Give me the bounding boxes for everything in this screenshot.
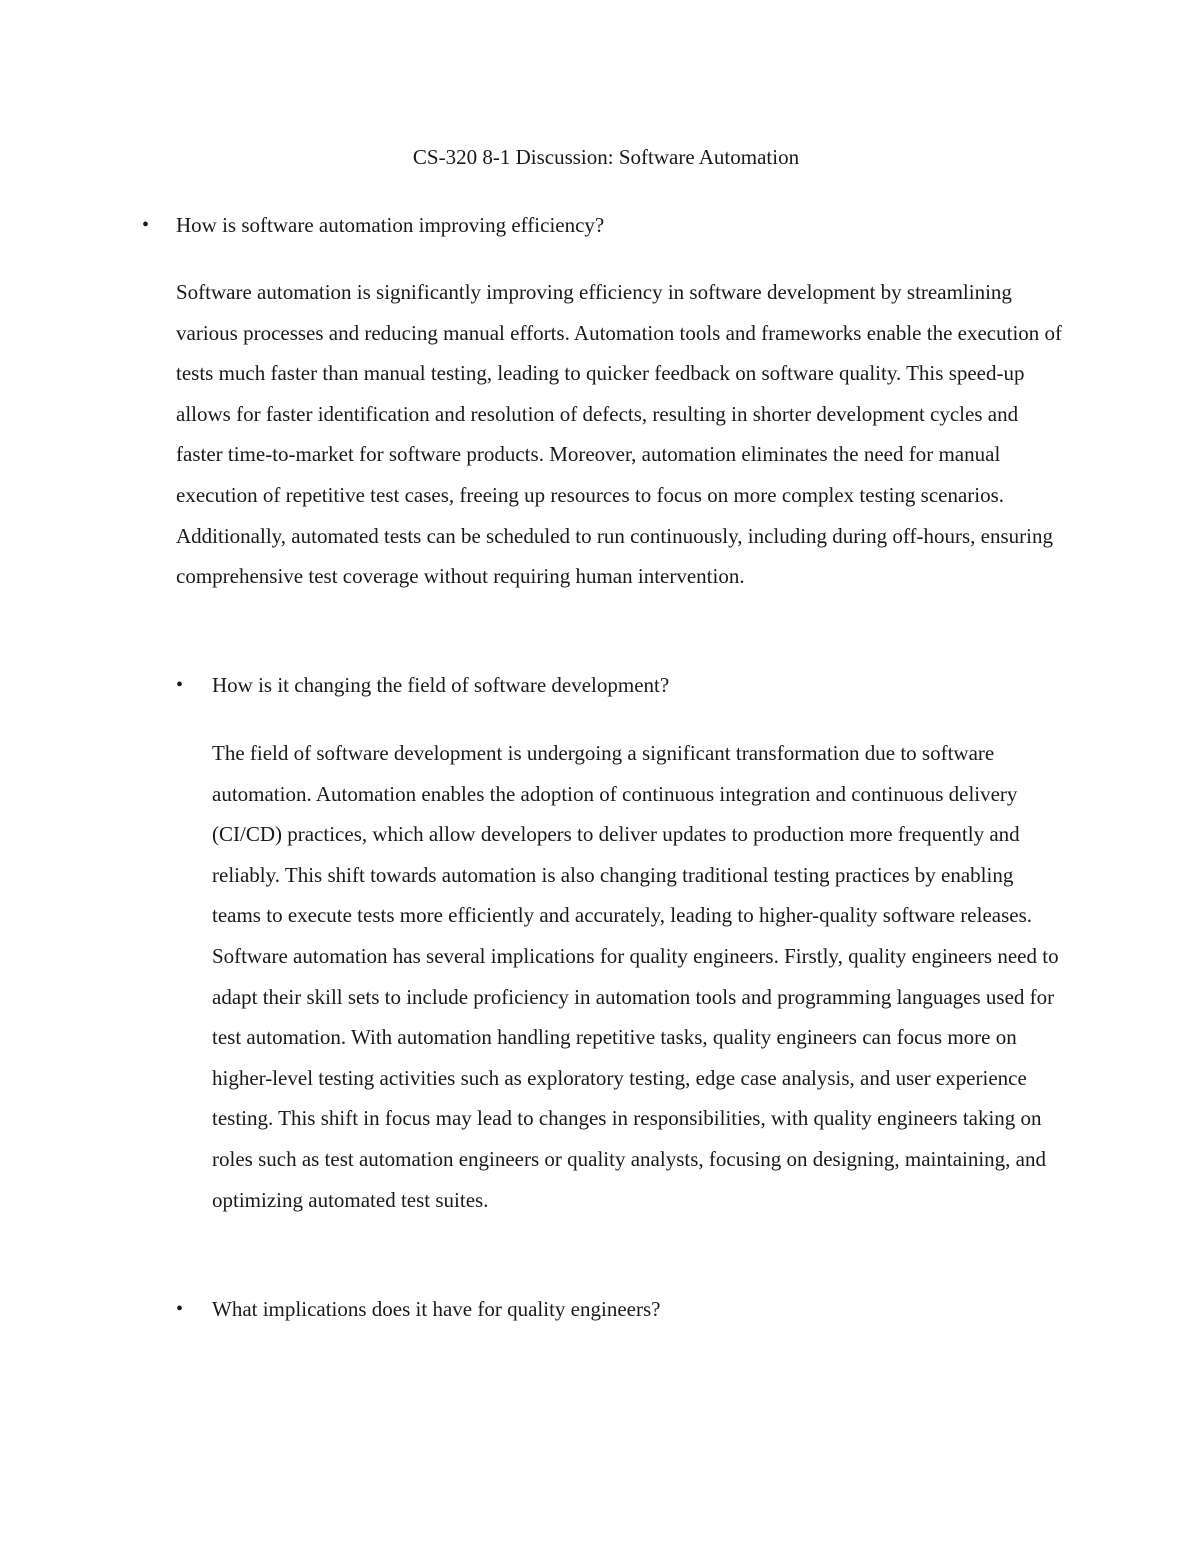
question-3 (176, 1295, 661, 1323)
question-1 (142, 211, 605, 239)
question-3-text: What implications does it have for quality engineers? (212, 1297, 661, 1321)
question-2-text: How is it changing the field of software development? (212, 673, 670, 697)
bullet-icon: • (176, 1298, 184, 1320)
bullet-icon: • (176, 674, 184, 696)
document-title: CS-320 8-1 Discussion: Software Automation (412, 145, 800, 169)
bullet-icon: • (142, 214, 150, 236)
question-1-text: How is software automation improving efficiency? (176, 213, 605, 237)
question-2 (176, 671, 670, 699)
answer-1: Software automation is significantly improving efficiency in software development by streamlining various processes and reducing manual efforts. Automation tools and frameworks enable the execution of tests much faster than manual testing, leading to quicker feedback on software quality. This speed-up allows for faster identification and resolution of defects, resulting in shorter development cycles and faster time-to-market for software products. Moreover, automation eliminates the need for manual execution of repetitive test cases, freeing up resources to focus on more complex testing scenarios. Additionally, automated tests can be scheduled to run continuously, including during off-hours, ensuring comprehensive test coverage without requiring human intervention. (176, 280, 1063, 589)
answer-2: The field of software development is undergoing a significant transformation due to software automation. Automation enables the adoption of continuous integration and continuous delivery (CI/CD) practices, which allow developers to deliver updates to production more frequently and reliably. This shift towards automation is also changing traditional testing practices by enabling teams to execute tests more efficiently and accurately, leading to higher-quality software releases. Software automation has several implications for quality engineers. Firstly, quality engineers need to adapt their skill sets to include proficiency in automation tools and programming languages used for test automation. With automation handling repetitive tasks, quality engineers can focus more on higher-level testing activities such as exploratory testing, edge case analysis, and user experience testing. This shift in focus may lead to changes in responsibilities, with quality engineers taking on roles such as test automation engineers or quality analysts, focusing on designing, maintaining, and optimizing automated test suites. (212, 741, 1059, 1212)
